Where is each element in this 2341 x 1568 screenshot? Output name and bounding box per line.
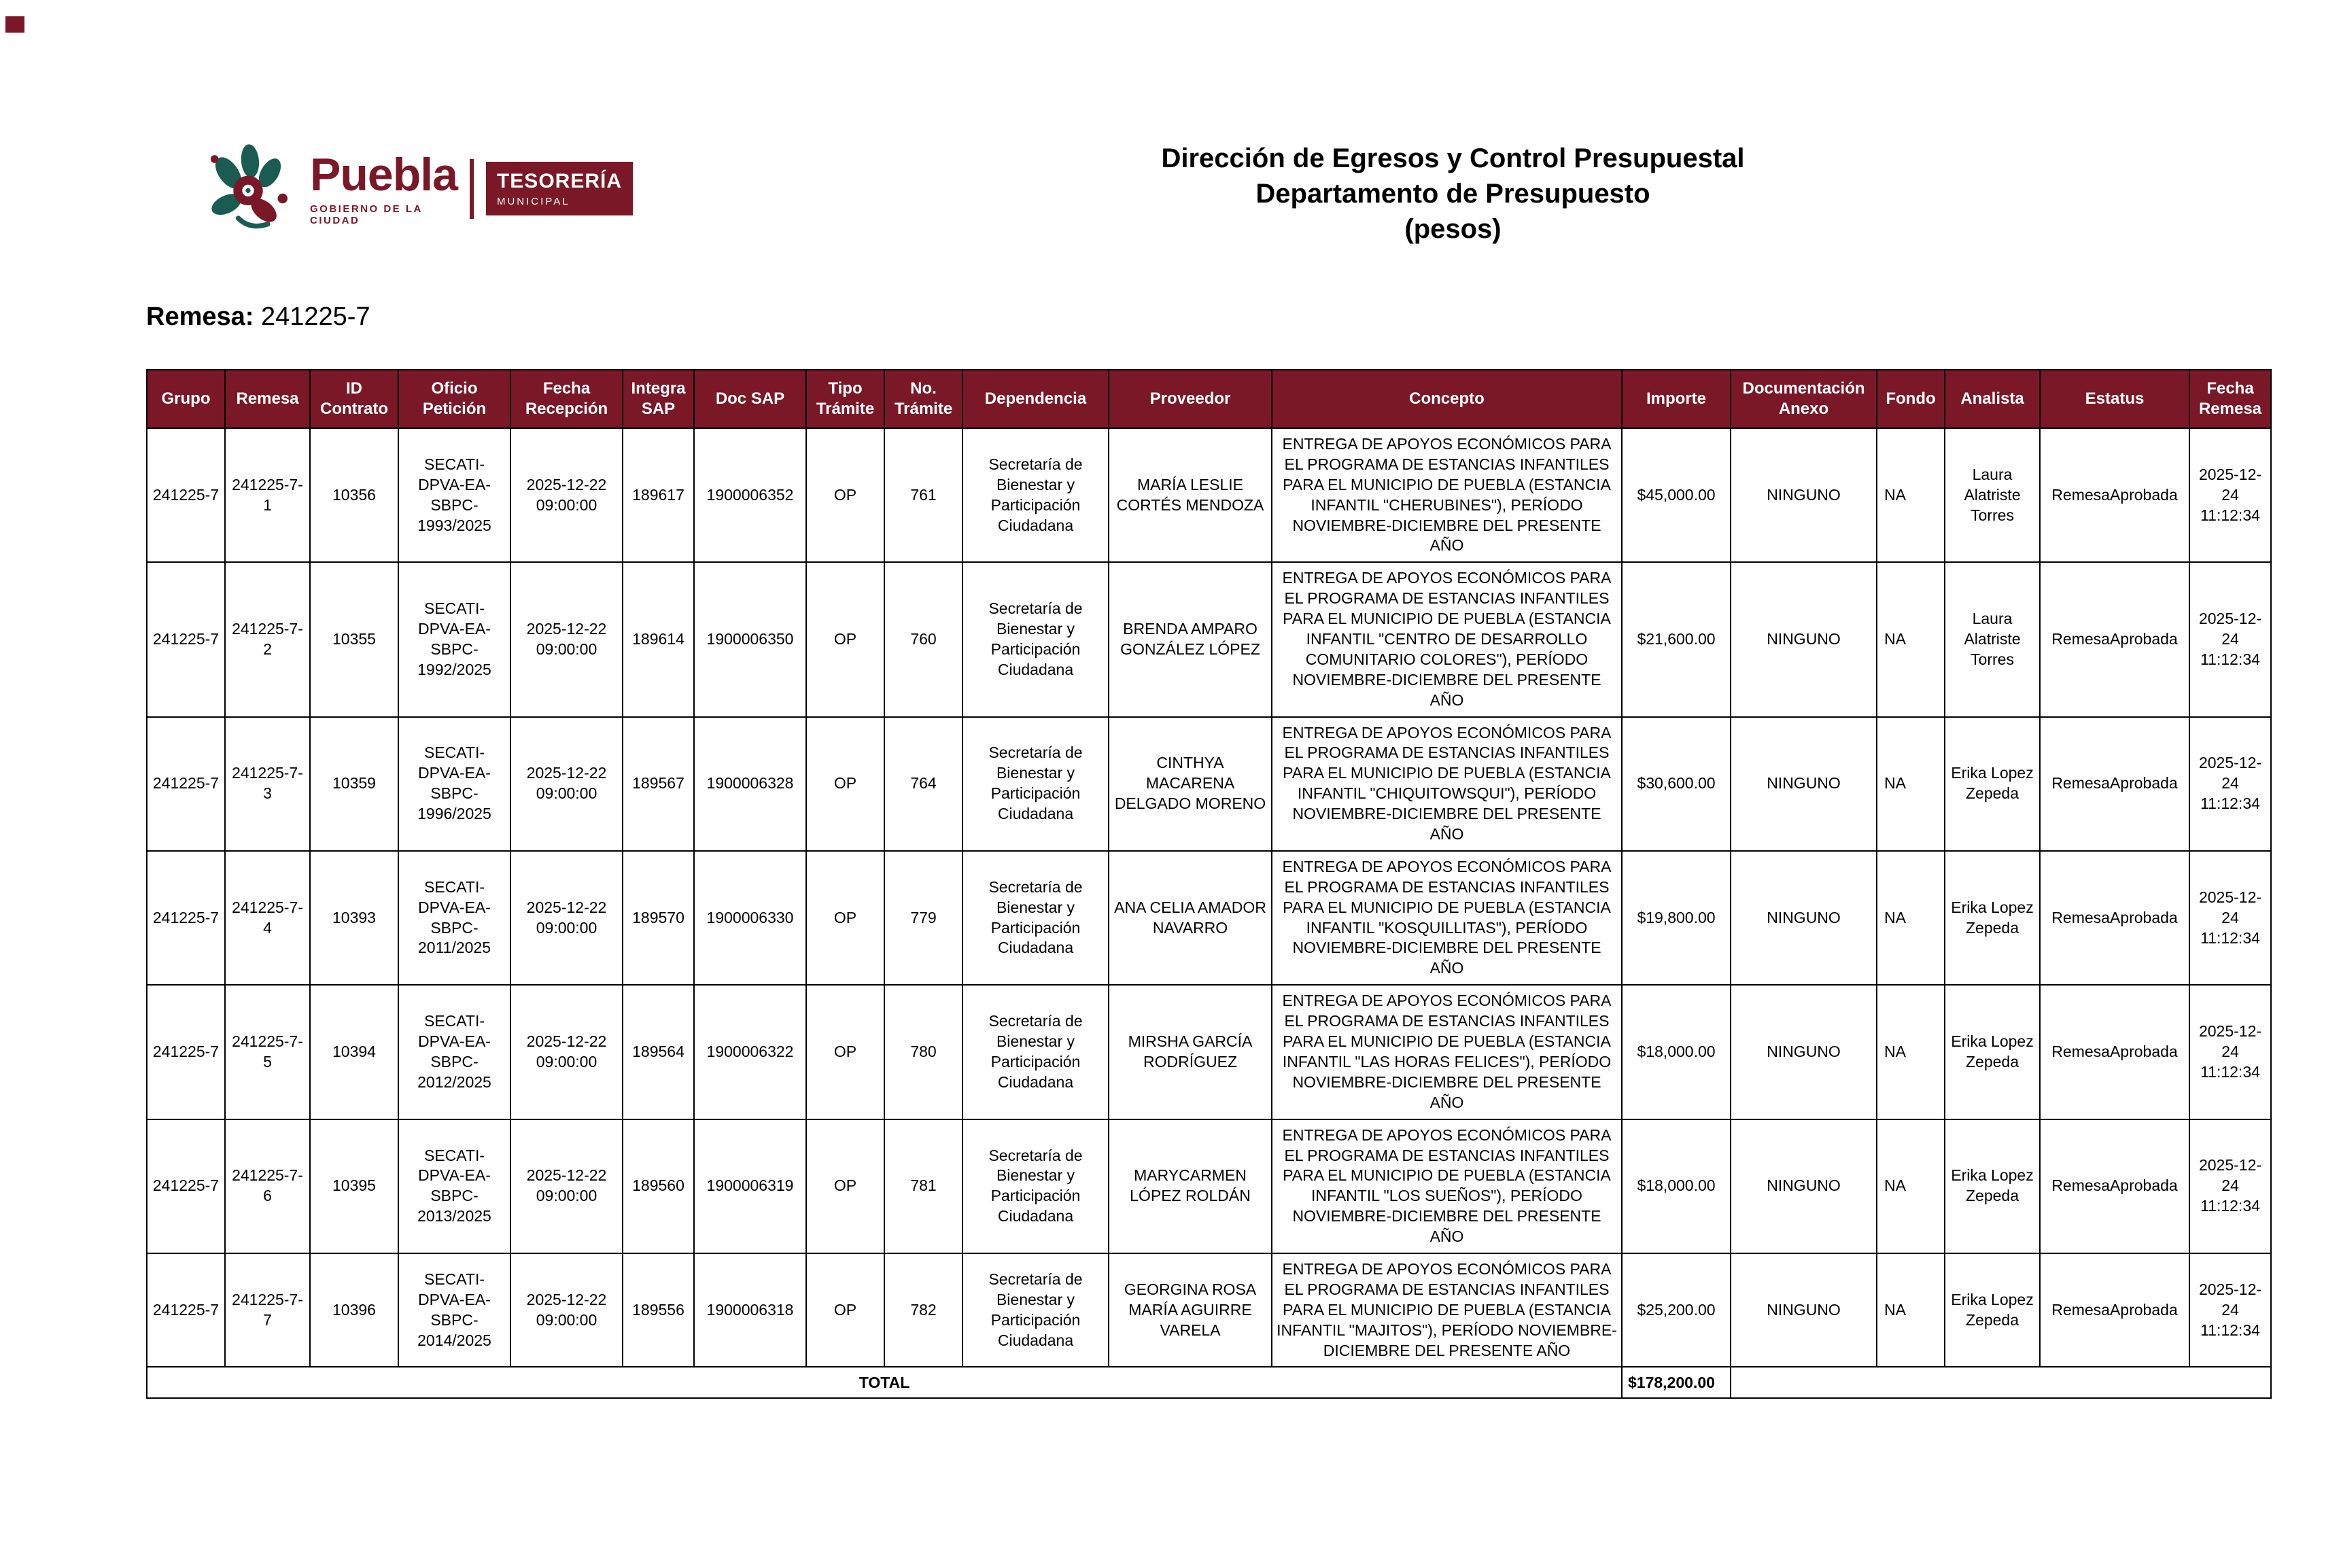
col-oficio-peticion: Oficio Petición: [398, 370, 510, 428]
col-analista: Analista: [1945, 370, 2040, 428]
cell-importe: $18,000.00: [1622, 985, 1731, 1119]
cell-fondo: NA: [1877, 985, 1945, 1119]
cell-grupo: 241225-7: [147, 1253, 225, 1367]
cell-importe: $19,800.00: [1622, 851, 1731, 985]
cell-id-contrato: 10393: [310, 851, 398, 985]
cell-concepto: ENTREGA DE APOYOS ECONÓMICOS PARA EL PROGRAMA DE ESTANCIAS INFANTILES PARA EL MUNICIPIO DE PUEBLA (ESTANCIA INFANTIL "CHERUBINES"), PERÍODO NOVIEMBRE-DICIEMBRE DEL PRESENTE AÑO: [1272, 428, 1622, 562]
report-title-line1: Dirección de Egresos y Control Presupuestal: [1161, 143, 1745, 173]
cell-estatus: RemesaAprobada: [2040, 985, 2189, 1119]
cell-fecha-remesa: 2025-12-24 11:12:34: [2189, 717, 2271, 851]
cell-integra-sap: 189617: [623, 428, 694, 562]
col-importe: Importe: [1622, 370, 1731, 428]
cell-concepto: ENTREGA DE APOYOS ECONÓMICOS PARA EL PROGRAMA DE ESTANCIAS INFANTILES PARA EL MUNICIPIO DE PUEBLA (ESTANCIA INFANTIL "CENTRO DE DESARROLLO COMUNITARIO COLORES"), PERÍODO NOVIEMBRE-DICIEMBRE DEL PRESENTE AÑO: [1272, 562, 1622, 716]
remesa-line: [146, 302, 2341, 332]
cell-oficio-peticion: SECATI-DPVA-EA-SBPC-2014/2025: [398, 1253, 510, 1367]
cell-dependencia: Secretaría de Bienestar y Participación Ciudadana: [963, 717, 1109, 851]
cell-id-contrato: 10355: [310, 562, 398, 716]
cell-oficio-peticion: SECATI-DPVA-EA-SBPC-1996/2025: [398, 717, 510, 851]
cell-integra-sap: 189560: [623, 1119, 694, 1253]
cell-importe: $25,200.00: [1622, 1253, 1731, 1367]
cell-concepto: ENTREGA DE APOYOS ECONÓMICOS PARA EL PROGRAMA DE ESTANCIAS INFANTILES PARA EL MUNICIPIO DE PUEBLA (ESTANCIA INFANTIL "LAS HORAS FELICES"), PERÍODO NOVIEMBRE-DICIEMBRE DEL PRESENTE AÑO: [1272, 985, 1622, 1119]
cell-proveedor: MARÍA LESLIE CORTÉS MENDOZA: [1109, 428, 1272, 562]
cell-grupo: 241225-7: [147, 985, 225, 1119]
cell-remesa: 241225-7-1: [225, 428, 310, 562]
cell-doc-sap: 1900006322: [694, 985, 806, 1119]
cell-no-tramite: 760: [884, 562, 963, 716]
cell-no-tramite: 781: [884, 1119, 963, 1253]
cell-doc-sap: 1900006318: [694, 1253, 806, 1367]
col-doc-sap: Doc SAP: [694, 370, 806, 428]
cell-documentacion-anexo: NINGUNO: [1731, 1253, 1877, 1367]
col-integra-sap: Integra SAP: [623, 370, 694, 428]
cell-id-contrato: 10359: [310, 717, 398, 851]
cell-id-contrato: 10356: [310, 428, 398, 562]
cell-fondo: NA: [1877, 717, 1945, 851]
total-empty-cell: [1731, 1367, 2271, 1398]
cell-dependencia: Secretaría de Bienestar y Participación Ciudadana: [963, 428, 1109, 562]
logo-divider: [470, 159, 474, 219]
cell-fondo: NA: [1877, 851, 1945, 985]
cell-concepto: ENTREGA DE APOYOS ECONÓMICOS PARA EL PROGRAMA DE ESTANCIAS INFANTILES PARA EL MUNICIPIO DE PUEBLA (ESTANCIA INFANTIL "LOS SUEÑOS"), PERÍODO NOVIEMBRE-DICIEMBRE DEL PRESENTE AÑO: [1272, 1119, 1622, 1253]
cell-concepto: ENTREGA DE APOYOS ECONÓMICOS PARA EL PROGRAMA DE ESTANCIAS INFANTILES PARA EL MUNICIPIO DE PUEBLA (ESTANCIA INFANTIL "CHIQUITOWSQUI"), PERÍODO NOVIEMBRE-DICIEMBRE DEL PRESENTE AÑO: [1272, 717, 1622, 851]
treasury-box: [486, 162, 633, 215]
cell-tipo-tramite: OP: [806, 562, 884, 716]
cell-fecha-remesa: 2025-12-24 11:12:34: [2189, 851, 2271, 985]
cell-importe: $30,600.00: [1622, 717, 1731, 851]
brand-name: Puebla: [310, 148, 457, 201]
cell-remesa: 241225-7-5: [225, 985, 310, 1119]
col-fecha-remesa: Fecha Remesa: [2189, 370, 2271, 428]
cell-fecha-recepcion: 2025-12-22 09:00:00: [510, 1119, 623, 1253]
table-row: [147, 851, 2271, 985]
cell-grupo: 241225-7: [147, 851, 225, 985]
talavera-flower-icon: [197, 139, 299, 238]
cell-proveedor: GEORGINA ROSA MARÍA AGUIRRE VARELA: [1109, 1253, 1272, 1367]
cell-fecha-recepcion: 2025-12-22 09:00:00: [510, 851, 623, 985]
cell-dependencia: Secretaría de Bienestar y Participación Ciudadana: [963, 851, 1109, 985]
cell-id-contrato: 10394: [310, 985, 398, 1119]
page-header: [0, 0, 2341, 247]
cell-analista: Erika Lopez Zepeda: [1945, 985, 2040, 1119]
cell-importe: $18,000.00: [1622, 1119, 1731, 1253]
cell-oficio-peticion: SECATI-DPVA-EA-SBPC-1992/2025: [398, 562, 510, 716]
puebla-logo: [197, 139, 633, 238]
cell-proveedor: MIRSHA GARCÍA RODRÍGUEZ: [1109, 985, 1272, 1119]
cell-integra-sap: 189567: [623, 717, 694, 851]
cell-remesa: 241225-7-4: [225, 851, 310, 985]
cell-analista: Erika Lopez Zepeda: [1945, 851, 2040, 985]
cell-fondo: NA: [1877, 1119, 1945, 1253]
treasury-title: TESORERÍA: [496, 170, 622, 192]
brand-block: [310, 148, 457, 226]
cell-estatus: RemesaAprobada: [2040, 1119, 2189, 1253]
cell-analista: Erika Lopez Zepeda: [1945, 1253, 2040, 1367]
cell-fecha-remesa: 2025-12-24 11:12:34: [2189, 562, 2271, 716]
cell-integra-sap: 189556: [623, 1253, 694, 1367]
cell-no-tramite: 761: [884, 428, 963, 562]
cell-tipo-tramite: OP: [806, 851, 884, 985]
col-no-tramite: No. Trámite: [884, 370, 963, 428]
col-fecha-recepcion: Fecha Recepción: [510, 370, 623, 428]
cell-remesa: 241225-7-7: [225, 1253, 310, 1367]
treasury-subtitle: MUNICIPAL: [496, 196, 570, 207]
cell-integra-sap: 189570: [623, 851, 694, 985]
cell-analista: Erika Lopez Zepeda: [1945, 717, 2040, 851]
cell-fondo: NA: [1877, 562, 1945, 716]
cell-fecha-remesa: 2025-12-24 11:12:34: [2189, 428, 2271, 562]
cell-estatus: RemesaAprobada: [2040, 851, 2189, 985]
cell-documentacion-anexo: NINGUNO: [1731, 428, 1877, 562]
col-dependencia: Dependencia: [963, 370, 1109, 428]
col-grupo: Grupo: [147, 370, 225, 428]
cell-proveedor: BRENDA AMPARO GONZÁLEZ LÓPEZ: [1109, 562, 1272, 716]
cell-proveedor: MARYCARMEN LÓPEZ ROLDÁN: [1109, 1119, 1272, 1253]
cell-oficio-peticion: SECATI-DPVA-EA-SBPC-2011/2025: [398, 851, 510, 985]
cell-documentacion-anexo: NINGUNO: [1731, 851, 1877, 985]
cell-tipo-tramite: OP: [806, 428, 884, 562]
cell-doc-sap: 1900006319: [694, 1119, 806, 1253]
table-row: [147, 1119, 2271, 1253]
cell-dependencia: Secretaría de Bienestar y Participación Ciudadana: [963, 562, 1109, 716]
total-value: $178,200.00: [1622, 1367, 1731, 1398]
cell-fecha-recepcion: 2025-12-22 09:00:00: [510, 1253, 623, 1367]
col-tipo-tramite: Tipo Trámite: [806, 370, 884, 428]
report-title: [633, 139, 2273, 247]
cell-doc-sap: 1900006352: [694, 428, 806, 562]
cell-dependencia: Secretaría de Bienestar y Participación Ciudadana: [963, 1253, 1109, 1367]
cell-no-tramite: 779: [884, 851, 963, 985]
report-title-line2: Departamento de Presupuesto: [1255, 179, 1650, 209]
cell-id-contrato: 10395: [310, 1119, 398, 1253]
cell-tipo-tramite: OP: [806, 1253, 884, 1367]
col-concepto: Concepto: [1272, 370, 1622, 428]
cell-tipo-tramite: OP: [806, 717, 884, 851]
cell-fecha-recepcion: 2025-12-22 09:00:00: [510, 562, 623, 716]
col-id-contrato: ID Contrato: [310, 370, 398, 428]
cell-fecha-remesa: 2025-12-24 11:12:34: [2189, 1119, 2271, 1253]
col-estatus: Estatus: [2040, 370, 2189, 428]
table-row: [147, 428, 2271, 562]
remesa-value: 241225-7: [260, 302, 370, 331]
table-row: [147, 562, 2271, 716]
cell-estatus: RemesaAprobada: [2040, 562, 2189, 716]
cell-id-contrato: 10396: [310, 1253, 398, 1367]
cell-grupo: 241225-7: [147, 428, 225, 562]
table-header-row: [147, 370, 2271, 428]
cell-fecha-recepcion: 2025-12-22 09:00:00: [510, 717, 623, 851]
cell-estatus: RemesaAprobada: [2040, 1253, 2189, 1367]
cell-integra-sap: 189564: [623, 985, 694, 1119]
cell-integra-sap: 189614: [623, 562, 694, 716]
cell-importe: $21,600.00: [1622, 562, 1731, 716]
cell-proveedor: CINTHYA MACARENA DELGADO MORENO: [1109, 717, 1272, 851]
cell-doc-sap: 1900006350: [694, 562, 806, 716]
cell-fondo: NA: [1877, 1253, 1945, 1367]
cell-documentacion-anexo: NINGUNO: [1731, 985, 1877, 1119]
cell-remesa: 241225-7-3: [225, 717, 310, 851]
cell-grupo: 241225-7: [147, 1119, 225, 1253]
cell-analista: Laura Alatriste Torres: [1945, 428, 2040, 562]
cell-doc-sap: 1900006330: [694, 851, 806, 985]
cell-oficio-peticion: SECATI-DPVA-EA-SBPC-1993/2025: [398, 428, 510, 562]
cell-tipo-tramite: OP: [806, 985, 884, 1119]
cell-doc-sap: 1900006328: [694, 717, 806, 851]
table-row: [147, 1253, 2271, 1367]
page-corner-mark: [5, 16, 24, 33]
cell-no-tramite: 782: [884, 1253, 963, 1367]
cell-fondo: NA: [1877, 428, 1945, 562]
cell-proveedor: ANA CELIA AMADOR NAVARRO: [1109, 851, 1272, 985]
table-row: [147, 717, 2271, 851]
cell-estatus: RemesaAprobada: [2040, 717, 2189, 851]
cell-fecha-recepcion: 2025-12-22 09:00:00: [510, 428, 623, 562]
table-body: [147, 428, 2271, 1367]
cell-documentacion-anexo: NINGUNO: [1731, 717, 1877, 851]
cell-oficio-peticion: SECATI-DPVA-EA-SBPC-2013/2025: [398, 1119, 510, 1253]
cell-no-tramite: 764: [884, 717, 963, 851]
col-proveedor: Proveedor: [1109, 370, 1272, 428]
remesa-label: Remesa:: [146, 302, 254, 331]
remesa-table: [146, 369, 2272, 1399]
cell-documentacion-anexo: NINGUNO: [1731, 1119, 1877, 1253]
cell-importe: $45,000.00: [1622, 428, 1731, 562]
col-documentacion-anexo: Documentación Anexo: [1731, 370, 1877, 428]
cell-concepto: ENTREGA DE APOYOS ECONÓMICOS PARA EL PROGRAMA DE ESTANCIAS INFANTILES PARA EL MUNICIPIO DE PUEBLA (ESTANCIA INFANTIL "MAJITOS"), PERÍODO NOVIEMBRE-DICIEMBRE DEL PRESENTE AÑO: [1272, 1253, 1622, 1367]
cell-documentacion-anexo: NINGUNO: [1731, 562, 1877, 716]
cell-tipo-tramite: OP: [806, 1119, 884, 1253]
cell-fecha-remesa: 2025-12-24 11:12:34: [2189, 1253, 2271, 1367]
brand-subtitle: GOBIERNO DE LA CIUDAD: [310, 203, 423, 226]
cell-remesa: 241225-7-6: [225, 1119, 310, 1253]
cell-grupo: 241225-7: [147, 717, 225, 851]
cell-dependencia: Secretaría de Bienestar y Participación Ciudadana: [963, 985, 1109, 1119]
cell-oficio-peticion: SECATI-DPVA-EA-SBPC-2012/2025: [398, 985, 510, 1119]
cell-remesa: 241225-7-2: [225, 562, 310, 716]
cell-fecha-recepcion: 2025-12-22 09:00:00: [510, 985, 623, 1119]
col-remesa: Remesa: [225, 370, 310, 428]
cell-analista: Laura Alatriste Torres: [1945, 562, 2040, 716]
cell-no-tramite: 780: [884, 985, 963, 1119]
cell-concepto: ENTREGA DE APOYOS ECONÓMICOS PARA EL PROGRAMA DE ESTANCIAS INFANTILES PARA EL MUNICIPIO DE PUEBLA (ESTANCIA INFANTIL "KOSQUILLITAS"), PERÍODO NOVIEMBRE-DICIEMBRE DEL PRESENTE AÑO: [1272, 851, 1622, 985]
total-label: TOTAL: [147, 1367, 1622, 1398]
cell-estatus: RemesaAprobada: [2040, 428, 2189, 562]
table-row: [147, 985, 2271, 1119]
cell-dependencia: Secretaría de Bienestar y Participación Ciudadana: [963, 1119, 1109, 1253]
cell-fecha-remesa: 2025-12-24 11:12:34: [2189, 985, 2271, 1119]
cell-grupo: 241225-7: [147, 562, 225, 716]
col-fondo: Fondo: [1877, 370, 1945, 428]
cell-analista: Erika Lopez Zepeda: [1945, 1119, 2040, 1253]
report-title-line3: (pesos): [1404, 214, 1502, 244]
total-row: [147, 1367, 2271, 1398]
